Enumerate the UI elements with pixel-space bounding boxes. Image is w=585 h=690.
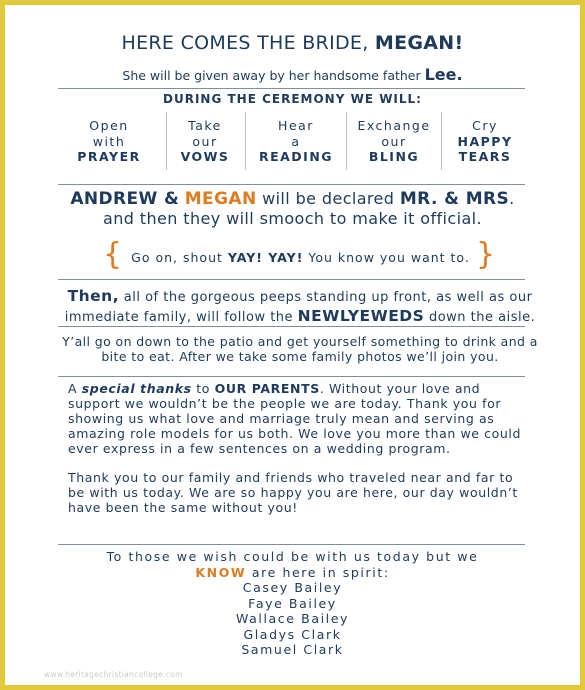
- declaration-end: .: [509, 189, 515, 208]
- column-divider: [346, 112, 347, 170]
- title-prefix: HERE COMES THE BRIDE,: [121, 32, 375, 54]
- divider: [58, 88, 525, 89]
- column-divider: [245, 112, 246, 170]
- ceremony-item-line: Exchange: [357, 118, 431, 133]
- groom-name: ANDREW &: [70, 189, 180, 209]
- ceremony-item-line: our: [192, 133, 218, 149]
- ceremony-item-prayer: [58, 118, 160, 165]
- ceremony-item-vows: [170, 118, 240, 165]
- watermark: www.heritagechristiancollege.com: [44, 670, 183, 679]
- shout-pre: Go on, shout: [131, 250, 228, 265]
- newlyweds: NEWLYEWEDS: [297, 307, 425, 325]
- declaration-text: will be declared: [256, 189, 400, 208]
- bride-name-highlight: MEGAN: [184, 189, 257, 209]
- know-highlight: KNOW: [195, 564, 247, 580]
- thanks-section: [68, 381, 528, 529]
- ceremony-item-line: Take: [188, 118, 222, 133]
- memory-name: Samuel Clark: [241, 642, 344, 657]
- thanks-paragraph: [68, 381, 528, 456]
- father-name: Lee.: [424, 65, 463, 84]
- memory-name: Wallace Bailey: [235, 611, 350, 626]
- ceremony-item-keyword: TEARS: [458, 149, 512, 164]
- thanks-a: A: [68, 381, 82, 396]
- our-parents: OUR PARENTS: [214, 381, 320, 396]
- bride-name: MEGAN!: [374, 32, 464, 54]
- divider: [58, 544, 525, 545]
- ceremony-item-line: Open: [89, 118, 129, 133]
- reception-text: Y’all go on down to the patio and get yourself something to drink and a bite to eat. After we take some family photos we’ll join you.: [62, 334, 538, 364]
- right-brace-icon: }: [476, 237, 496, 272]
- special-thanks: special thanks: [81, 381, 192, 396]
- ceremony-item-bling: [350, 118, 438, 165]
- thanks-body: . Without your love and support we wouldn’t be the people we are today. Thank you for showing us what love and marriage truly mean and serving as amazing role models for us both. We love you more than we could ever express in a few sentences on a wedding program.: [68, 381, 522, 456]
- column-divider: [166, 112, 167, 170]
- memory-line1: To those we wish could be with us today but we: [106, 549, 479, 564]
- divider: [58, 279, 525, 280]
- shout-post: You know you want to.: [303, 250, 470, 265]
- ceremony-item-line: a: [291, 133, 301, 149]
- divider: [58, 376, 525, 377]
- memory-name: Casey Bailey: [242, 580, 343, 595]
- left-brace-icon: {: [103, 237, 123, 272]
- ceremony-item-keyword: PRAYER: [77, 149, 141, 164]
- column-divider: [441, 112, 442, 170]
- ceremony-item-line: Cry: [472, 118, 498, 133]
- page-title: [0, 32, 585, 54]
- then-lead: Then,: [67, 287, 120, 305]
- ceremony-item-line: with: [92, 133, 126, 149]
- ceremony-item-keyword: READING: [258, 149, 334, 164]
- divider: [58, 184, 525, 185]
- subtitle: [0, 65, 585, 84]
- ceremony-item-keyword: HAPPY: [457, 133, 513, 149]
- thanks-to: to: [191, 381, 215, 396]
- ceremony-item-reading: [250, 118, 342, 165]
- ceremony-heading: DURING THE CEREMONY WE WILL:: [163, 92, 422, 106]
- mr-mrs: MR. & MRS: [399, 189, 510, 209]
- then-end: down the aisle.: [424, 310, 536, 325]
- memory-name: Gladys Clark: [243, 626, 342, 642]
- divider: [58, 326, 525, 327]
- memory-name: Faye Bailey: [248, 595, 337, 611]
- declaration: [0, 189, 585, 228]
- in-memory-section: [0, 549, 585, 658]
- ceremony-item-tears: [446, 118, 524, 165]
- ceremony-item-line: Hear: [278, 118, 314, 133]
- ceremony-item-keyword: BLING: [368, 149, 420, 164]
- declaration-line2: and then they will smooch to make it official.: [103, 209, 482, 228]
- ceremony-item-keyword: VOWS: [180, 149, 230, 164]
- thanks-paragraph-2: Thank you to our family and friends who traveled near and far to be with us today. We are so happy you are here, our day wouldn’t have been the same without you!: [68, 470, 518, 515]
- memory-names: [0, 580, 585, 658]
- shout-text: [128, 250, 473, 265]
- memory-line2: are here in spirit:: [246, 564, 390, 580]
- ceremony-item-line: our: [381, 133, 407, 149]
- then-text: all of the gorgeous peeps standing up front, as well as our immediate family, will follow the: [64, 290, 533, 325]
- shout-yay: YAY! YAY!: [227, 250, 304, 265]
- recessional-text: [60, 287, 540, 327]
- subtitle-text: She will be given away by her handsome father: [122, 68, 425, 83]
